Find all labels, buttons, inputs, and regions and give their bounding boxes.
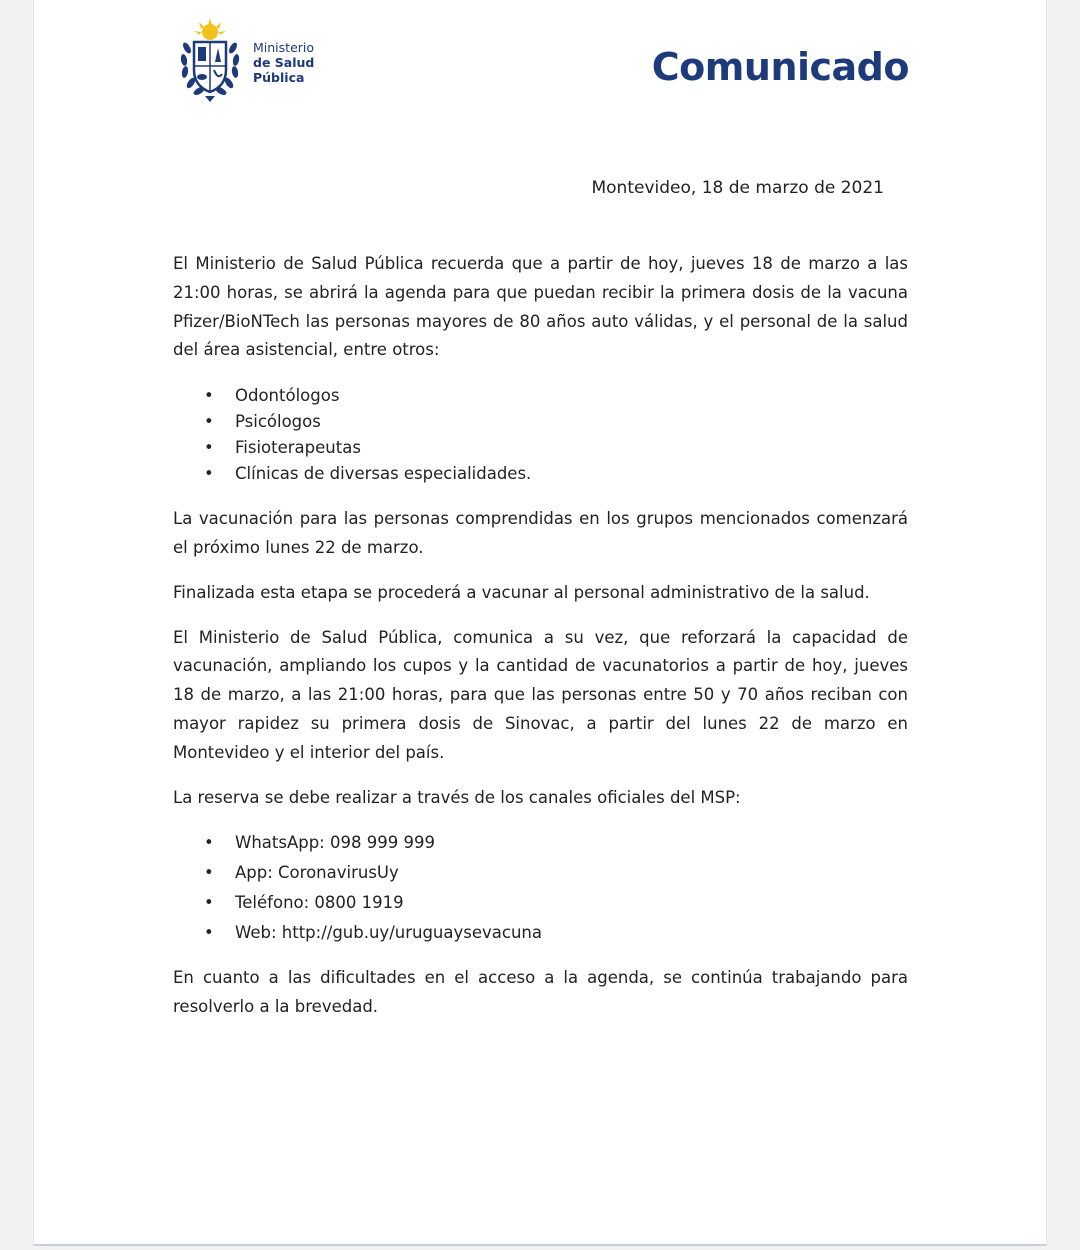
bullet-icon: • [204, 923, 214, 943]
list-item: • WhatsApp: 098 999 999 [173, 828, 908, 858]
document-body [173, 250, 908, 1022]
paragraph-start-date: La vacunación para las personas comprendidas en los grupos mencionados comenzará el próximo lunes 22 de marzo. [173, 509, 908, 557]
bullet-icon: • [204, 438, 214, 458]
list-item: • Psicólogos [173, 409, 908, 435]
paragraph-capacity: El Ministerio de Salud Pública, comunica a su vez, que reforzará la capacidad de vacunación, ampliando los cupos y la cantidad de vacunatorios a partir de hoy, jueves 18 de marzo, a las 21:00 horas, para que las personas entre 50 y 70 años reciban con mayor rapidez su primera dosis de Sinovac, a partir del lunes 22 de marzo en Montevideo y el interior del país. [173, 627, 908, 762]
paragraph-channels: La reserva se debe realizar a través de los canales oficiales del MSP: [173, 787, 741, 807]
ministry-name [253, 40, 314, 85]
bullet-icon: • [204, 893, 214, 913]
bullet-icon: • [204, 833, 214, 853]
bullet-icon: • [204, 386, 214, 406]
eligible-groups-list [173, 383, 908, 487]
logo-line-1: Ministerio [253, 40, 315, 55]
paragraph-next-stage: Finalizada esta etapa se procederá a vacunar al personal administrativo de la salud. [173, 582, 870, 602]
paragraph-intro: El Ministerio de Salud Pública recuerda que a partir de hoy, jueves 18 de marzo a las 21:00 horas, se abrirá la agenda para que puedan recibir la primera dosis de la vacuna Pfizer/BioNTech las personas mayores de 80 años auto válidas, y el personal de la salud del área asistencial, entre otros: [173, 254, 908, 360]
list-item: • App: CoronavirusUy [173, 858, 908, 888]
bullet-icon: • [204, 464, 214, 484]
official-channels-list [173, 828, 908, 948]
list-item: • Clínicas de diversas especialidades. [173, 461, 908, 487]
list-item: • Fisioterapeutas [173, 435, 908, 461]
paragraph-closing: En cuanto a las dificultades en el acceso a la agenda, se continúa trabajando para resolverlo a la brevedad. [173, 968, 908, 1017]
list-item: • Odontólogos [173, 383, 908, 409]
list-item: • Teléfono: 0800 1919 [173, 888, 908, 918]
document-title: Comunicado [651, 45, 909, 89]
document-date: Montevideo, 18 de marzo de 2021 [591, 178, 884, 198]
document-page [33, 0, 1047, 1246]
bullet-icon: • [204, 412, 214, 432]
ministry-logo [177, 18, 337, 104]
bullet-icon: • [204, 863, 214, 883]
list-item: • Web: http://gub.uy/uruguaysevacuna [173, 918, 908, 948]
logo-line-2: de Salud [253, 55, 315, 70]
logo-line-3: Pública [253, 70, 305, 85]
coat-of-arms-icon [177, 18, 243, 102]
